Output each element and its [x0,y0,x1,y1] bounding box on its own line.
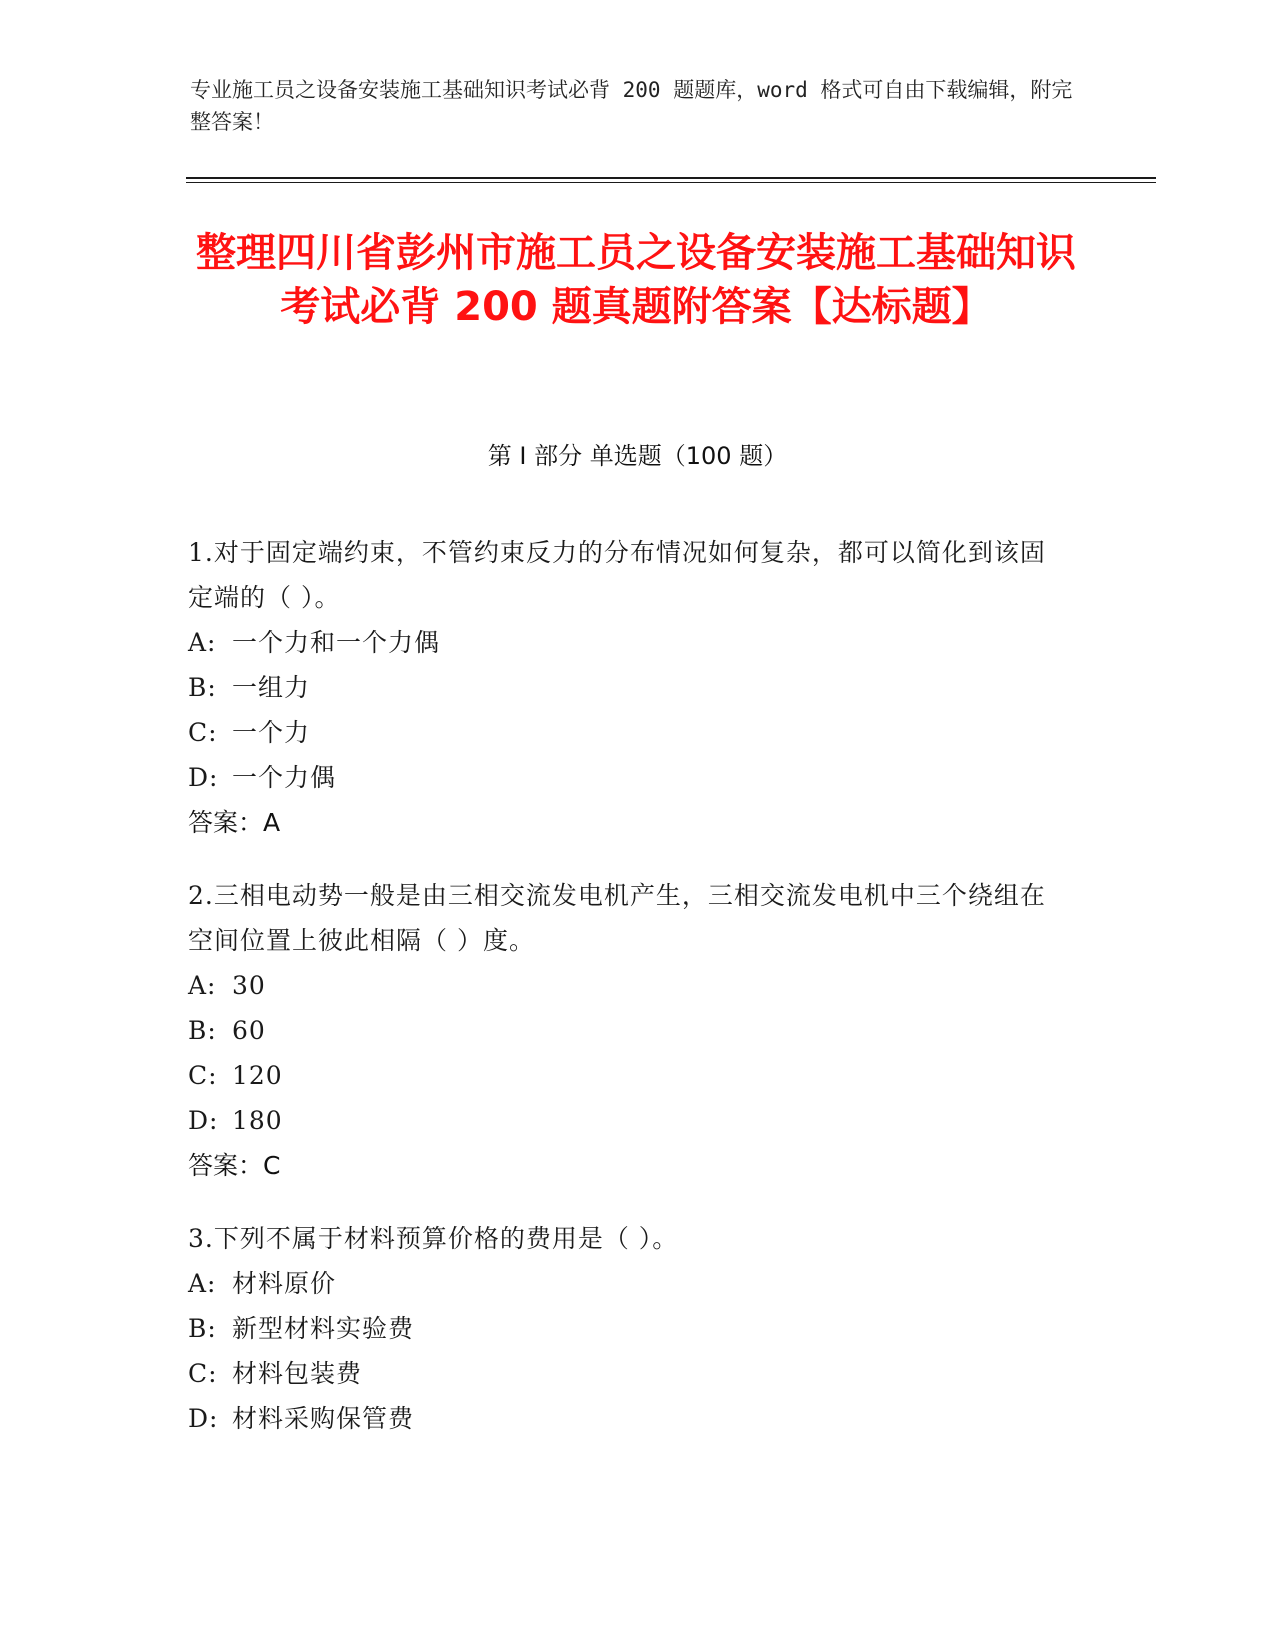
question-text: 2.三相电动势一般是由三相交流发电机产生，三相交流发电机中三个绕组在空间位置上彼此相隔（ ）度。 [188,881,1046,955]
option-letter: C: [188,1061,218,1090]
question-text: 3.下列不属于材料预算价格的费用是（ ）。 [188,1224,679,1253]
header-divider-thick [186,177,1156,179]
option-text: 120 [232,1061,283,1090]
option-text: 新型材料实验费 [232,1314,415,1343]
option-row [188,1053,1068,1098]
option-text: 180 [232,1106,283,1135]
question-item [188,873,1068,1188]
option-letter: B: [188,673,217,702]
option-row [188,620,1068,665]
option-letter: A: [188,628,217,657]
option-text: 一个力偶 [232,763,337,792]
option-text: 一个力 [232,718,311,747]
option-text: 材料采购保管费 [232,1404,415,1433]
option-row [188,710,1068,755]
header-divider-thin [186,182,1156,183]
option-text: 材料包装费 [232,1359,363,1388]
option-letter: C: [188,1359,218,1388]
option-text: 一个力和一个力偶 [232,628,441,657]
option-row [188,1396,1068,1441]
option-letter: B: [188,1016,217,1045]
option-row [188,1098,1068,1143]
question-item [188,530,1068,845]
document-title: 整理四川省彭州市施工员之设备安装施工基础知识考试必背 200 题真题附答案【达标题】 [196,230,1076,330]
option-letter: C: [188,718,218,747]
answer-line: 答案：C [188,1151,281,1180]
option-letter: D: [188,763,219,792]
option-letter: B: [188,1314,217,1343]
option-text: 一组力 [232,673,311,702]
answer-line: 答案：A [188,808,281,837]
header-note: 专业施工员之设备安装施工基础知识考试必背 200 题题库，word 格式可自由下载编辑，附完整答案！ [190,78,1073,134]
section-title: 第 I 部分 单选题（100 题） [487,442,788,470]
option-letter: D: [188,1106,219,1135]
option-row [188,665,1068,710]
option-row [188,963,1068,1008]
option-text: 60 [232,1016,266,1045]
question-text: 1.对于固定端约束，不管约束反力的分布情况如何复杂，都可以简化到该固定端的（ ）。 [188,538,1046,612]
question-list [188,530,1068,1469]
option-letter: D: [188,1404,219,1433]
option-text: 30 [232,971,266,1000]
option-text: 材料原价 [232,1269,337,1298]
option-row [188,1351,1068,1396]
option-row [188,1008,1068,1053]
option-letter: A: [188,971,217,1000]
option-row [188,755,1068,800]
option-letter: A: [188,1269,217,1298]
question-item [188,1216,1068,1441]
option-row [188,1261,1068,1306]
option-row [188,1306,1068,1351]
